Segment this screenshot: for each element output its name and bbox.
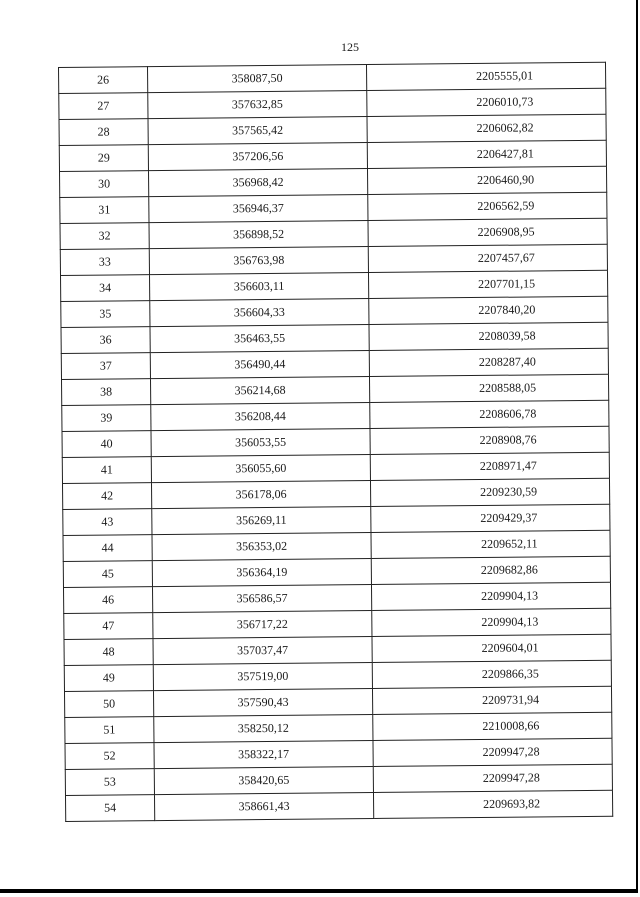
y-coordinate-cell: 2208039,58 — [369, 322, 608, 350]
point-number-cell: 33 — [60, 249, 149, 276]
table-row — [65, 790, 612, 821]
point-number-cell: 49 — [64, 665, 153, 692]
x-coordinate-cell: 358087,50 — [148, 65, 367, 93]
x-coordinate-cell: 357037,47 — [153, 637, 372, 665]
point-number-cell: 52 — [65, 743, 154, 770]
x-coordinate-cell: 356214,68 — [150, 377, 369, 405]
y-coordinate-cell: 2207840,20 — [369, 296, 608, 324]
y-coordinate-cell: 2209731,94 — [372, 686, 611, 714]
y-coordinate-cell: 2208908,76 — [370, 426, 609, 454]
x-coordinate-cell: 356364,19 — [152, 559, 371, 587]
x-coordinate-cell: 356946,37 — [149, 195, 368, 223]
y-coordinate-cell: 2206062,82 — [367, 114, 606, 142]
x-coordinate-cell: 358420,65 — [154, 767, 373, 795]
y-coordinate-cell: 2208606,78 — [370, 400, 609, 428]
y-coordinate-cell: 2209230,59 — [370, 478, 609, 506]
y-coordinate-cell: 2208971,47 — [370, 452, 609, 480]
y-coordinate-cell: 2206010,73 — [367, 88, 606, 116]
y-coordinate-cell: 2210008,66 — [373, 712, 612, 740]
x-coordinate-cell: 356586,57 — [152, 585, 371, 613]
y-coordinate-cell: 2209652,11 — [371, 530, 610, 558]
point-number-cell: 37 — [61, 353, 150, 380]
point-number-cell: 26 — [59, 67, 148, 94]
x-coordinate-cell: 356353,02 — [152, 533, 371, 561]
point-number-cell: 42 — [62, 483, 151, 510]
y-coordinate-cell: 2206427,81 — [367, 140, 606, 168]
x-coordinate-cell: 358661,43 — [154, 793, 373, 821]
x-coordinate-cell: 356490,44 — [150, 351, 369, 379]
point-number-cell: 34 — [61, 275, 150, 302]
y-coordinate-cell: 2209693,82 — [373, 790, 612, 818]
point-number-cell: 39 — [62, 405, 151, 432]
x-coordinate-cell: 357565,42 — [148, 117, 367, 145]
y-coordinate-cell: 2209429,37 — [371, 504, 610, 532]
x-coordinate-cell: 358250,12 — [154, 715, 373, 743]
point-number-cell: 27 — [59, 93, 148, 120]
point-number-cell: 43 — [63, 509, 152, 536]
point-number-cell: 28 — [59, 119, 148, 146]
point-number-cell: 44 — [63, 535, 152, 562]
page-number: 125 — [341, 40, 359, 54]
x-coordinate-cell: 356763,98 — [149, 247, 368, 275]
y-coordinate-cell: 2208287,40 — [369, 348, 608, 376]
point-number-cell: 50 — [64, 691, 153, 718]
x-coordinate-cell: 356053,55 — [151, 429, 370, 457]
y-coordinate-cell: 2206460,90 — [367, 166, 606, 194]
y-coordinate-cell: 2207701,15 — [368, 270, 607, 298]
y-coordinate-cell: 2205555,01 — [366, 62, 605, 90]
coordinates-table — [58, 62, 613, 822]
coordinates-table-wrapper — [58, 62, 613, 822]
x-coordinate-cell: 356269,11 — [152, 507, 371, 535]
point-number-cell: 31 — [60, 197, 149, 224]
point-number-cell: 54 — [65, 795, 154, 822]
point-number-cell: 40 — [62, 431, 151, 458]
y-coordinate-cell: 2206908,95 — [368, 218, 607, 246]
point-number-cell: 47 — [64, 613, 153, 640]
point-number-cell: 32 — [60, 223, 149, 250]
x-coordinate-cell: 356463,55 — [150, 325, 369, 353]
x-coordinate-cell: 356178,06 — [151, 481, 370, 509]
y-coordinate-cell: 2209904,13 — [371, 582, 610, 610]
point-number-cell: 30 — [60, 171, 149, 198]
point-number-cell: 45 — [63, 561, 152, 588]
point-number-cell: 41 — [62, 457, 151, 484]
y-coordinate-cell: 2209947,28 — [373, 764, 612, 792]
point-number-cell: 29 — [59, 145, 148, 172]
point-number-cell: 53 — [65, 769, 154, 796]
point-number-cell: 36 — [61, 327, 150, 354]
point-number-cell: 38 — [61, 379, 150, 406]
y-coordinate-cell: 2209904,13 — [372, 608, 611, 636]
x-coordinate-cell: 357632,85 — [148, 91, 367, 119]
x-coordinate-cell: 357590,43 — [153, 689, 372, 717]
y-coordinate-cell: 2207457,67 — [368, 244, 607, 272]
point-number-cell: 48 — [64, 639, 153, 666]
x-coordinate-cell: 357519,00 — [153, 663, 372, 691]
x-coordinate-cell: 356055,60 — [151, 455, 370, 483]
x-coordinate-cell: 357206,56 — [148, 143, 367, 171]
point-number-cell: 51 — [65, 717, 154, 744]
point-number-cell: 46 — [63, 587, 152, 614]
y-coordinate-cell: 2206562,59 — [368, 192, 607, 220]
y-coordinate-cell: 2208588,05 — [369, 374, 608, 402]
x-coordinate-cell: 356208,44 — [151, 403, 370, 431]
x-coordinate-cell: 356604,33 — [150, 299, 369, 327]
x-coordinate-cell: 356968,42 — [148, 169, 367, 197]
y-coordinate-cell: 2209947,28 — [373, 738, 612, 766]
y-coordinate-cell: 2209866,35 — [372, 660, 611, 688]
point-number-cell: 35 — [61, 301, 150, 328]
coordinates-table-body — [59, 62, 613, 821]
x-coordinate-cell: 358322,17 — [154, 741, 373, 769]
y-coordinate-cell: 2209682,86 — [371, 556, 610, 584]
x-coordinate-cell: 356603,11 — [149, 273, 368, 301]
x-coordinate-cell: 356717,22 — [153, 611, 372, 639]
x-coordinate-cell: 356898,52 — [149, 221, 368, 249]
y-coordinate-cell: 2209604,01 — [372, 634, 611, 662]
